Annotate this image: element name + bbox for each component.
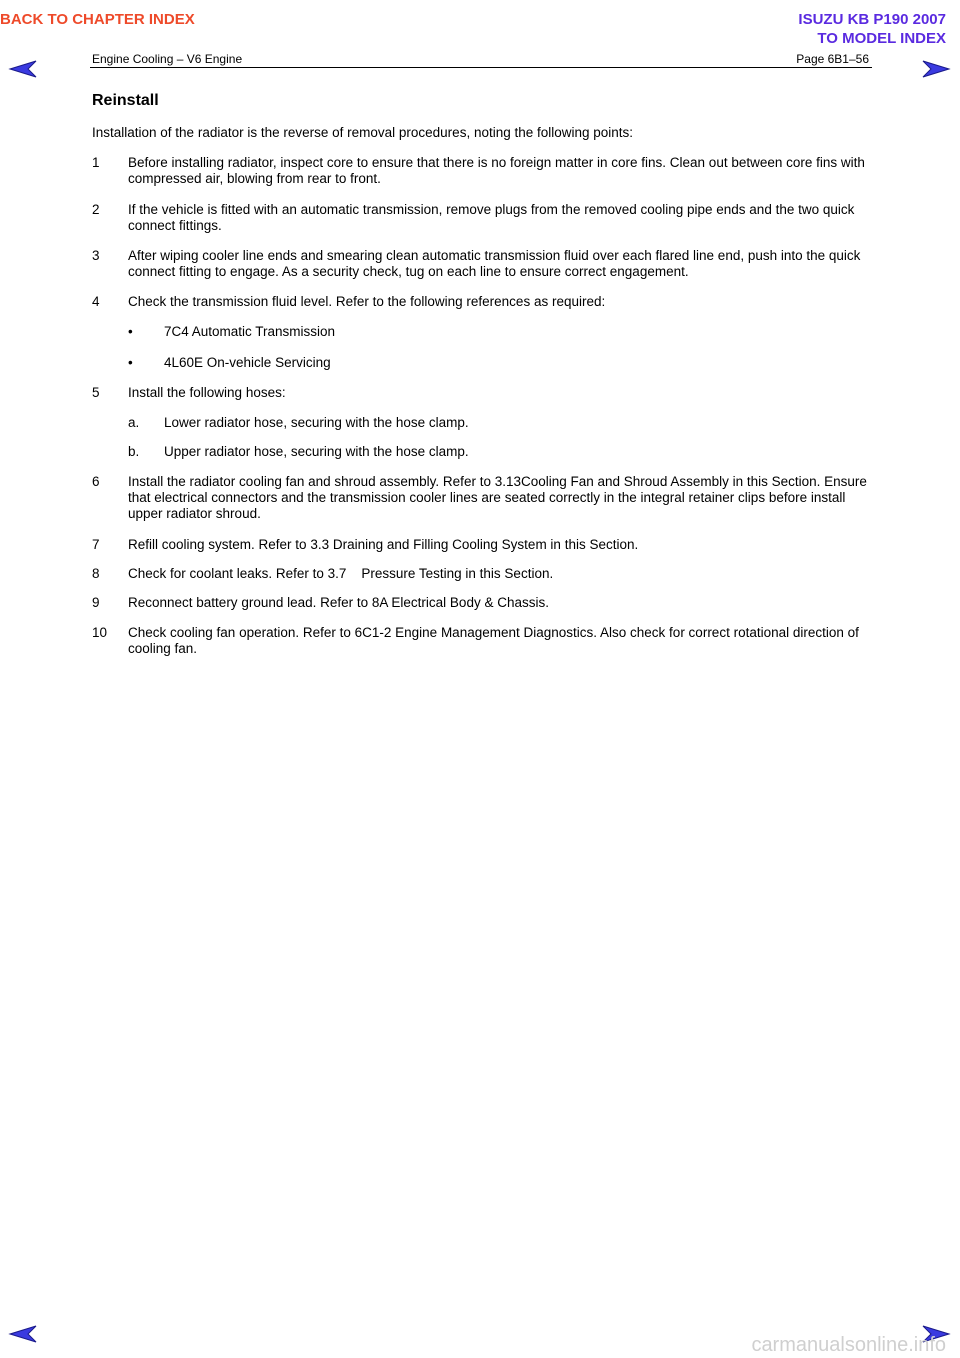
step-text: Install the radiator cooling fan and shroud assembly. Refer to 3.13Cooling Fan and Shroud Assembly in this Section. Ensure that electrical connectors and the transmission cooler lines are seated correctly in the integral retainer clips before install upper radiator shroud. [128, 474, 867, 521]
step-number: 3 [92, 248, 100, 263]
header-section-title: Engine Cooling – V6 Engine [92, 52, 243, 66]
reference-link[interactable]: 7C4 Automatic Transmission [164, 324, 336, 339]
subitem-letter: a. [128, 415, 140, 430]
step-number: 4 [92, 294, 100, 309]
step-text: Install the following hoses: [128, 385, 286, 400]
header-page-number: Page 6B1–56 [796, 52, 869, 66]
subitem-letter: b. [128, 444, 140, 459]
back-to-chapter-index-link[interactable]: BACK TO CHAPTER INDEX [0, 11, 195, 28]
model-title-link[interactable]: ISUZU KB P190 2007 [798, 11, 946, 28]
step-text: After wiping cooler line ends and smearing clean automatic transmission fluid over each flared line end, push into the quick connect fitting to engage. As a security check, tug on each line to ensure correct engagement. [128, 248, 861, 279]
section-heading: Reinstall [92, 92, 159, 109]
subitem-text: Lower radiator hose, securing with the hose clamp. [164, 415, 469, 430]
step-number: 5 [92, 385, 100, 400]
bullet-mark: • [128, 324, 133, 339]
step-text: Check for coolant leaks. Refer to 3.7 Pressure Testing in this Section. [128, 566, 554, 581]
arrow-left-icon[interactable] [8, 58, 38, 80]
step-number: 10 [92, 625, 108, 640]
header-divider [90, 67, 872, 68]
step-number: 1 [92, 155, 100, 170]
step-number: 8 [92, 566, 100, 581]
step-number: 9 [92, 595, 100, 610]
step-number: 7 [92, 537, 100, 552]
step-text: If the vehicle is fitted with an automatic transmission, remove plugs from the removed cooling pipe ends and the two quick connect fittings. [128, 202, 855, 233]
step-text: Reconnect battery ground lead. Refer to 8A Electrical Body & Chassis. [128, 595, 549, 610]
model-index-link[interactable]: TO MODEL INDEX [817, 30, 946, 47]
reference-link[interactable]: 4L60E On-vehicle Servicing [164, 355, 331, 370]
arrow-right-icon[interactable] [921, 58, 951, 80]
step-number: 6 [92, 474, 100, 489]
arrow-left-icon[interactable] [8, 1323, 38, 1345]
step-text: Check cooling fan operation. Refer to 6C1-2 Engine Management Diagnostics. Also check for correct rotational direction of cooling fan. [128, 625, 859, 656]
step-text: Before installing radiator, inspect core to ensure that there is no foreign matter in core fins. Clean out between core fins with compressed air, blowing from rear to front. [128, 155, 865, 186]
intro-paragraph: Installation of the radiator is the reverse of removal procedures, noting the following points: [92, 125, 634, 140]
step-number: 2 [92, 202, 100, 217]
watermark: carmanualsonline.info [751, 1334, 946, 1356]
bullet-mark: • [128, 355, 133, 370]
step-text: Refill cooling system. Refer to 3.3 Draining and Filling Cooling System in this Section. [128, 537, 639, 552]
step-text: Check the transmission fluid level. Refer to the following references as required: [128, 294, 606, 309]
subitem-text: Upper radiator hose, securing with the hose clamp. [164, 444, 469, 459]
